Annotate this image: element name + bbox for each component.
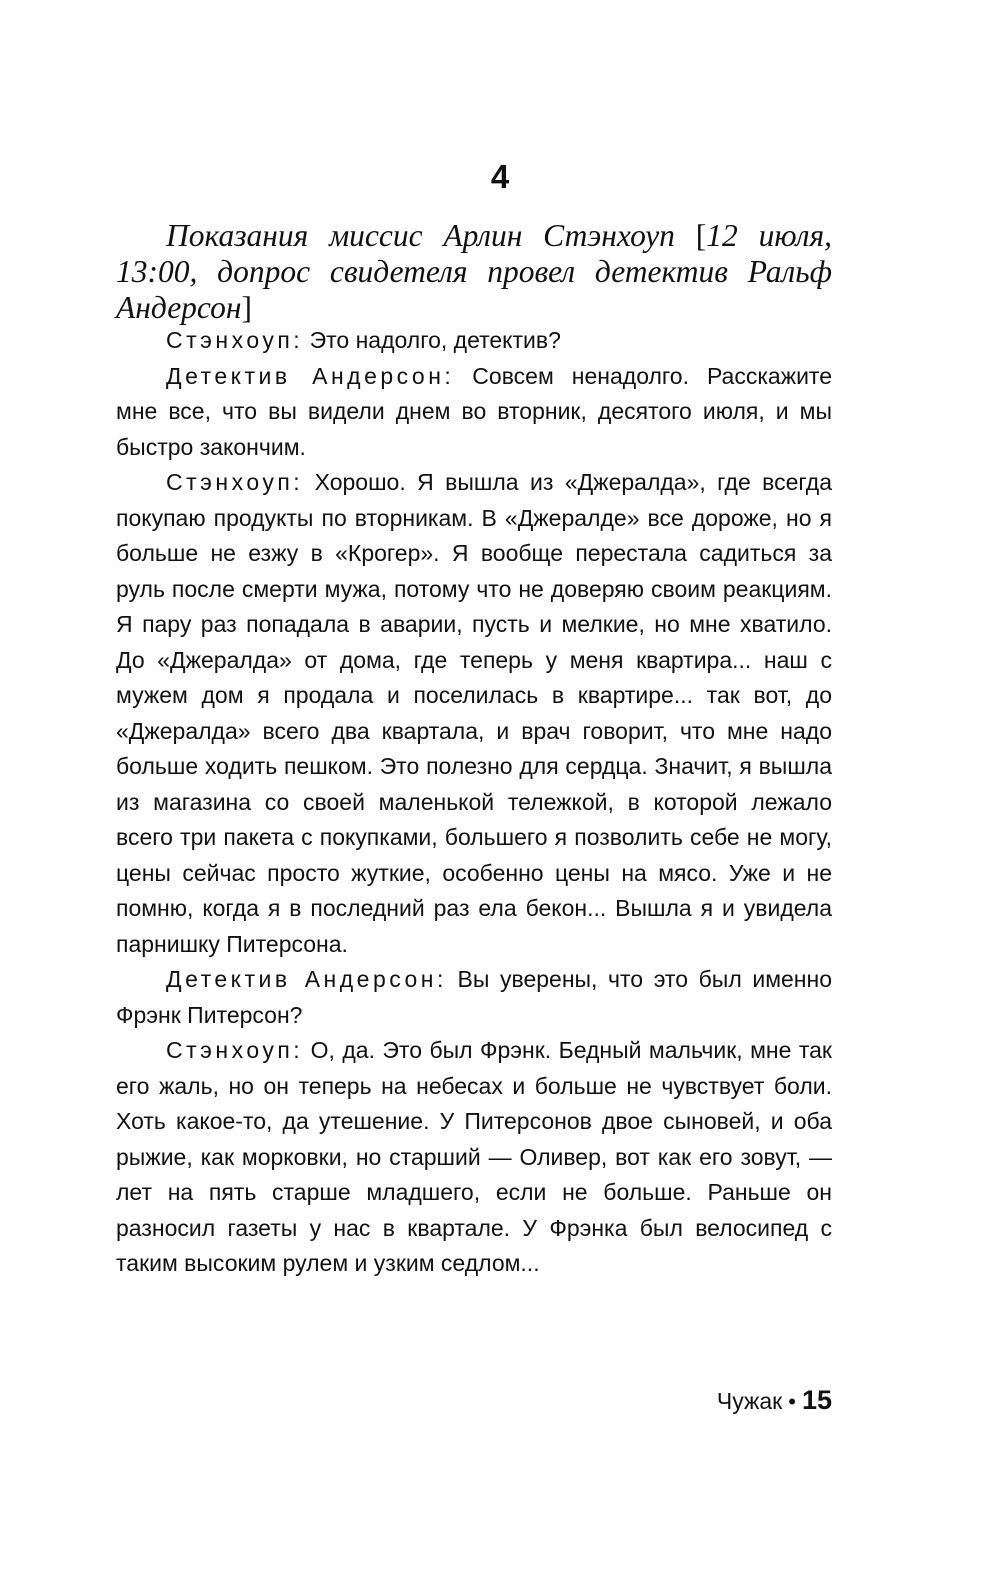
transcript-body [116, 323, 832, 1282]
heading-bracket-close: ] [241, 290, 252, 325]
chapter-heading [116, 218, 832, 326]
heading-bracket-open: [ [695, 218, 707, 253]
heading-details: 12 июля, 13:00, допрос свидетеля провел детектив Ральф Андерсон [116, 218, 832, 325]
chapter-number: 4 [490, 158, 510, 195]
running-footer [717, 1380, 832, 1422]
paragraph-text: Это надолго, детектив? [303, 327, 561, 353]
paragraph-text: Хорошо. Я вышла из «Джералда», где всегда покупаю продукты по вторникам. В «Джералде» все дороже, но я больше не езжу в «Крогер». Я вообще перестала садиться за руль после смерти мужа, потому что не доверяю своим реакциям. Я пару раз попадала в аварии, пусть и мелкие, но мне хватило. До «Джералда» от дома, где теперь у меня квартира... наш с мужем дом я продала и поселилась в квартире... так вот, до «Джералда» всего два квартала, и врач говорит, что мне надо больше ходить пешком. Это полезно для сердца. Значит, я вышла из магазина со своей маленькой тележкой, в которой лежало всего три пакета с покупками, большего я позволить себе не могу, цены сейчас просто жуткие, особенно цены на мясо. Уже и не помню, когда я в последний раз ела бекон... Вышла я и увидела парнишку Питерсона. [116, 469, 832, 957]
paragraph [116, 1033, 832, 1282]
speaker-name: Стэнхоуп: [166, 1037, 304, 1063]
speaker-name: Детектив Андерсон: [166, 362, 455, 389]
paragraph [116, 323, 832, 359]
paragraph-text: Совсем ненадолго. Расскажите мне все, что вы видели днем во вторник, десятого июля, и мы быстро закончим. [116, 362, 833, 460]
paragraph [116, 359, 832, 466]
speaker-name: Стэнхоуп: [166, 327, 304, 353]
heading-title: Показания миссис Арлин Стэнхоуп [166, 218, 696, 253]
page-number: 15 [801, 1385, 832, 1415]
paragraph [116, 465, 832, 962]
paragraph [116, 962, 832, 1033]
speaker-name: Детектив Андерсон: [166, 966, 447, 992]
speaker-name: Стэнхоуп: [166, 469, 304, 495]
paragraph-text: О, да. Это был Фрэнк. Бедный мальчик, мне так его жаль, но он теперь на небесах и больше не чувствует боли. Хоть какое-то, да утешение. У Питерсонов двое сыновей, и оба рыжие, как морковки, но старший — Оливер, вот как его зовут, — лет на пять старше младшего, если не больше. Раньше он разносил газеты у нас в квартале. У Фрэнка был велосипед с таким высоким рулем и узким седлом... [116, 1037, 832, 1276]
book-title: Чужак [716, 1388, 783, 1414]
bullet-separator: • [788, 1389, 796, 1414]
paragraph-text: Вы уверены, что это был именно Фрэнк Питерсон? [116, 966, 832, 1028]
